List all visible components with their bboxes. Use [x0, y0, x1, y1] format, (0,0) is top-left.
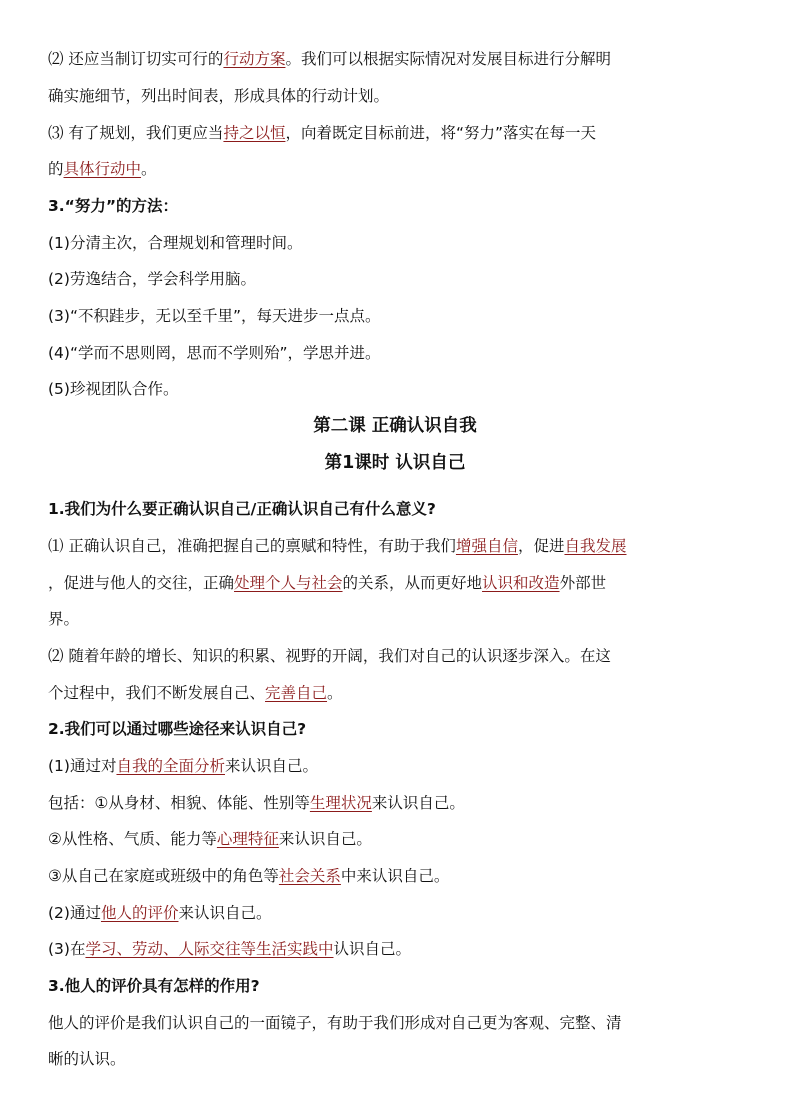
key-term: 社会关系: [278, 867, 341, 885]
question-heading: [48, 195, 748, 217]
text-line: [48, 535, 748, 557]
key-term: 行动方案: [223, 50, 286, 68]
key-term: 持之以恒: [223, 124, 286, 142]
key-term: 具体行动中: [63, 160, 142, 178]
text-run: (5)珍视团队合作。: [48, 380, 179, 398]
section-heading: [0, 452, 790, 474]
text-line: [48, 755, 748, 777]
text-run: (2)通过: [48, 904, 101, 922]
text-line: [48, 158, 748, 180]
key-term: 学习、劳动、人际交往等生活实践中: [85, 940, 334, 958]
question-heading: [48, 975, 748, 997]
text-run: (4)“学而不思则罔，思而不学则殆”，学思并进。: [48, 344, 381, 362]
text-run: 。: [327, 684, 343, 702]
key-term: 自我的全面分析: [116, 757, 225, 775]
key-term: 处理个人与社会: [234, 574, 343, 592]
text-run: 。我们可以根据实际情况对发展目标进行分解明: [285, 50, 611, 68]
text-line: [48, 268, 748, 290]
text-line: [48, 645, 748, 667]
text-run: 第二课 正确认识自我: [313, 416, 477, 436]
text-line: [48, 792, 748, 814]
question-heading: [48, 718, 748, 740]
text-run: ⑵ 还应当制订切实可行的: [48, 50, 224, 68]
key-term: 自我发展: [564, 537, 627, 555]
text-run: 第1课时 认识自己: [324, 453, 466, 473]
text-line: [48, 378, 748, 400]
text-run: 确实施细节，列出时间表，形成具体的行动计划。: [48, 87, 390, 105]
text-line: [48, 1048, 748, 1070]
text-run: ⑶ 有了规划，我们更应当: [48, 124, 224, 142]
text-line: [48, 938, 748, 960]
text-run: 来认识自己。: [278, 830, 372, 848]
text-run: 包括：①从身材、相貌、体能、性别等: [48, 794, 310, 812]
text-line: [48, 865, 748, 887]
text-run: 中来认识自己。: [340, 867, 450, 885]
text-run: 2.我们可以通过哪些途径来认识自己?: [48, 720, 307, 738]
text-line: [48, 48, 748, 70]
text-run: 来认识自己。: [371, 794, 465, 812]
key-term: 增强自信: [455, 537, 518, 555]
text-line: [48, 902, 748, 924]
text-run: (3)“不积跬步，无以至千里”，每天进步一点点。: [48, 307, 381, 325]
text-run: 外部世: [559, 574, 607, 592]
text-run: 晰的认识。: [48, 1050, 126, 1068]
text-run: 认识自己。: [333, 940, 411, 958]
text-line: [48, 608, 748, 630]
text-run: ③从自己在家庭或班级中的角色等: [48, 867, 279, 885]
text-run: ，向着既定目标前进，将“努力”落实在每一天: [285, 124, 597, 142]
text-line: [48, 232, 748, 254]
text-line: [48, 122, 748, 144]
key-term: 心理特征: [216, 830, 279, 848]
text-line: [48, 1012, 748, 1034]
text-run: 的关系，从而更好地: [342, 574, 483, 592]
key-term: 生理状况: [309, 794, 372, 812]
text-line: [48, 828, 748, 850]
text-line: [48, 305, 748, 327]
key-term: 认识和改造: [482, 574, 560, 592]
text-run: (3)在: [48, 940, 86, 958]
text-run: ⑵ 随着年龄的增长、知识的积累、视野的开阔，我们对自己的认识逐步深入。在这: [48, 647, 611, 665]
text-run: 个过程中，我们不断发展自己、: [48, 684, 266, 702]
text-run: 来认识自己。: [224, 757, 318, 775]
text-run: (2)劳逸结合，学会科学用脑。: [48, 270, 256, 288]
text-run: (1)分清主次，合理规划和管理时间。: [48, 234, 303, 252]
section-heading: [0, 415, 790, 437]
question-heading: [48, 498, 748, 520]
text-run: ，促进与他人的交往，正确: [48, 574, 235, 592]
text-run: 的: [48, 160, 64, 178]
text-run: 3.他人的评价具有怎样的作用?: [48, 977, 260, 995]
text-run: ，促进: [517, 537, 565, 555]
text-run: 来认识自己。: [178, 904, 272, 922]
text-run: 3.“努力”的方法：: [48, 197, 179, 215]
text-run: 。: [141, 160, 157, 178]
text-line: [48, 682, 748, 704]
key-term: 他人的评价: [100, 904, 179, 922]
text-line: [48, 572, 748, 594]
text-line: [48, 85, 748, 107]
text-run: (1)通过对: [48, 757, 117, 775]
text-line: [48, 342, 748, 364]
text-run: 他人的评价是我们认识自己的一面镜子，有助于我们形成对自己更为客观、完整、清: [48, 1014, 622, 1032]
key-term: 完善自己: [265, 684, 328, 702]
text-run: ⑴ 正确认识自己，准确把握自己的禀赋和特性，有助于我们: [48, 537, 456, 555]
text-run: ②从性格、气质、能力等: [48, 830, 217, 848]
text-run: 界。: [48, 610, 80, 628]
text-run: 1.我们为什么要正确认识自己/正确认识自己有什么意义?: [48, 500, 436, 518]
